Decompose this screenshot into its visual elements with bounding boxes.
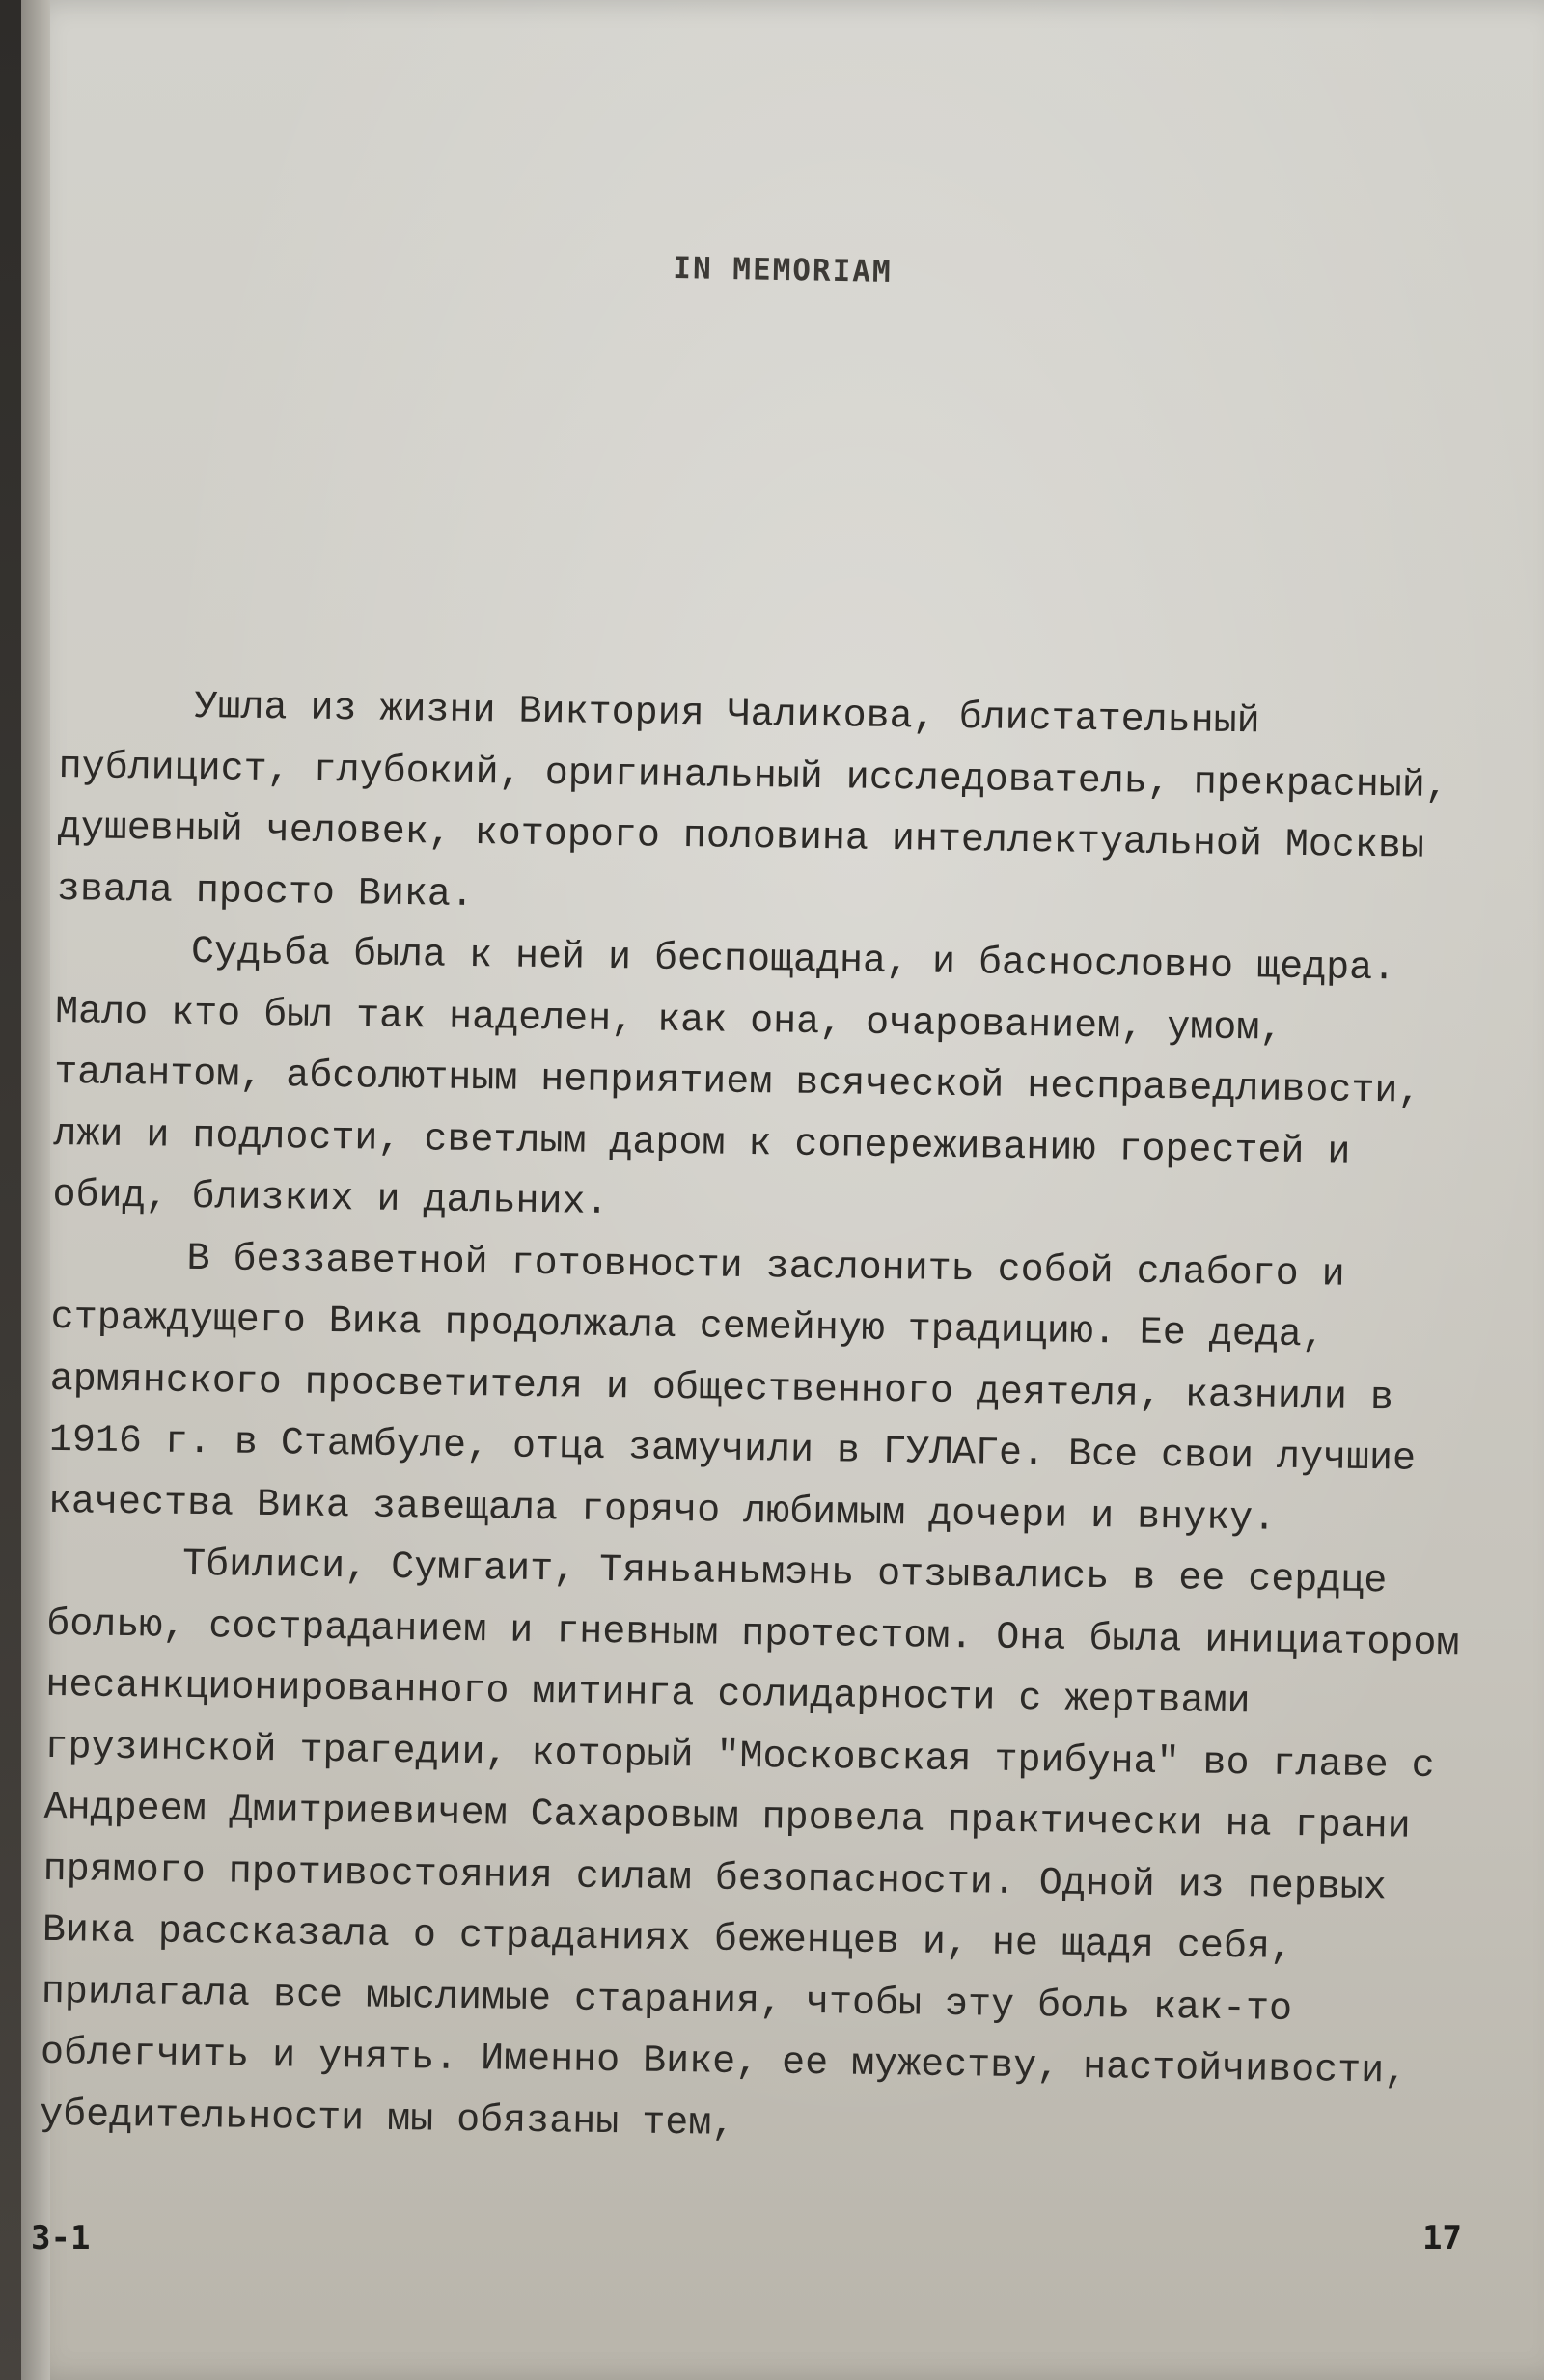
- paragraph-4: Тбилиси, Сумгаит, Тяньаньмэнь отзывались в ее сердце болью, состраданием и гневным протестом. Она была инициатором несанкционированного митинга солидарности с жертвами грузинской трагедии, который "Московская трибуна" во главе с Андреем Дмитриевичем Сахаровым провела практически на грани прямого противостояния силам безопасности. Одной из первых Вика рассказала о страданиях беженцев и, не щадя себя, прилагала все мыслимые старания, чтобы эту боль как-то облегчить и унять. Именно Вике, ее мужеству, настойчивости, убедительности мы обязаны тем,: [39, 1543, 1460, 2147]
- page-heading: IN MEMORIAM: [673, 251, 893, 289]
- signature-mark: 3-1: [31, 2219, 91, 2257]
- paragraph-2: Судьба была к ней и беспощадна, и баснословно щедра. Мало кто был так наделен, как она, очарованием, умом, талантом, абсолютным неприятием всяческой несправедливости, лжи и подлости, светлым даром к сопереживанию горестей и обид, близких и дальних.: [52, 930, 1421, 1225]
- body-text: [40, 675, 1478, 2165]
- book-page: [21, 0, 1544, 2380]
- paragraph-1: Ушла из жизни Виктория Чаликова, блистательный публицист, глубокий, оригинальный исследователь, прекрасный, душевный человек, которого половина интеллектуальной Москвы звала просто Вика.: [56, 685, 1449, 917]
- paragraph-3: В беззаветной готовности заслонить собой слабого и страждущего Вика продолжала семейную традицию. Ее деда, армянского просветителя и общественного деятеля, казнили в 1916 г. в Стамбуле, отца замучили в ГУЛАГе. Все свои лучшие качества Вика завещала горячо любимым дочери и внуку.: [47, 1237, 1417, 1542]
- page-number: 17: [1422, 2219, 1462, 2257]
